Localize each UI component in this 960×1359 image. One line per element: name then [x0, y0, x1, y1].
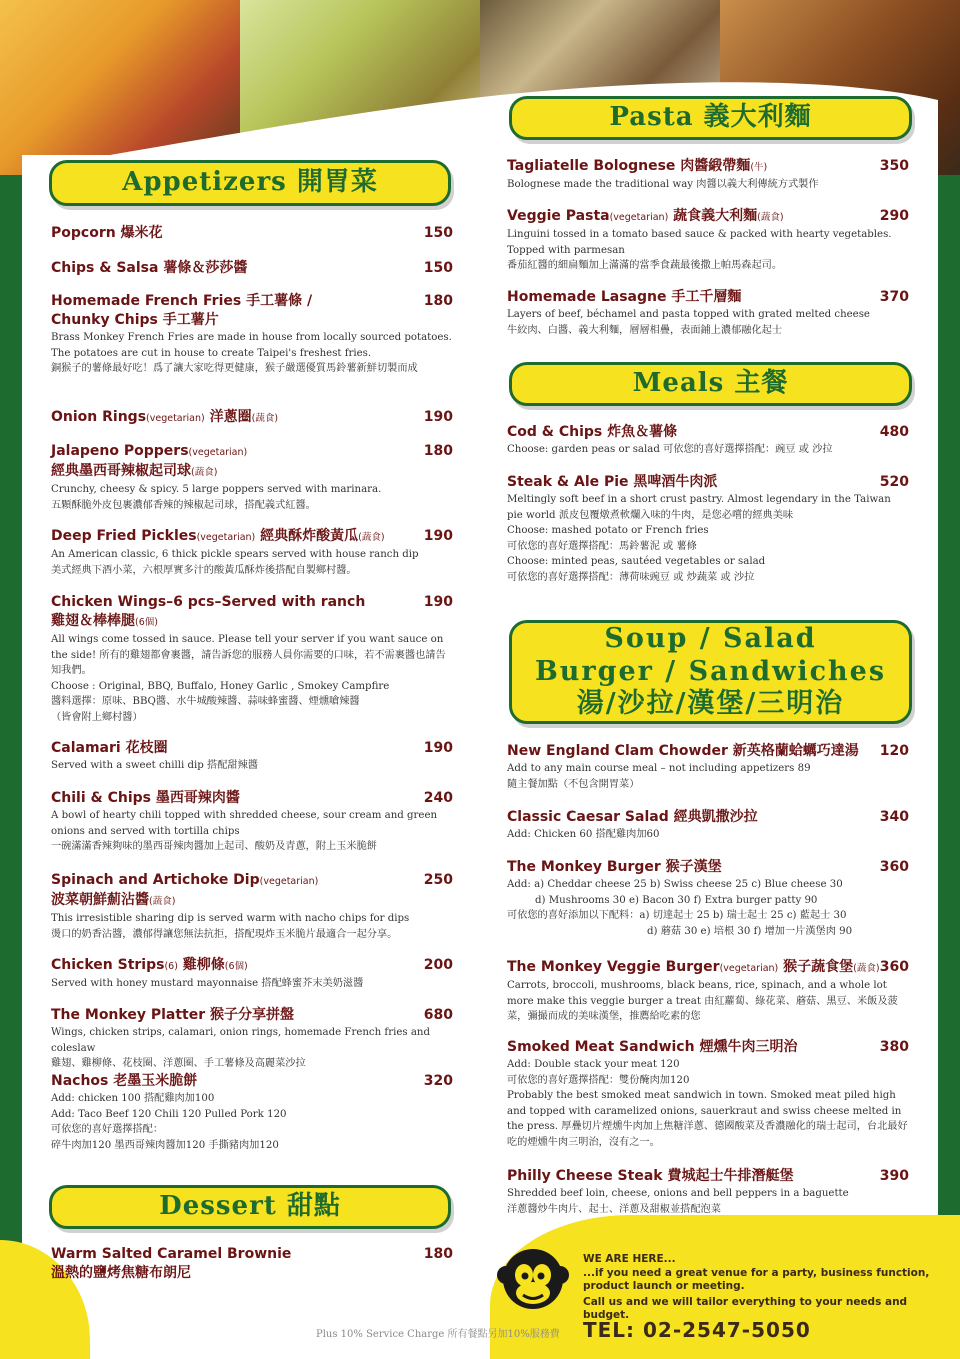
item-description-zh: 牛絞肉、白醬、義大利麵，層層相疊，表面鋪上濃郁融化起士 — [507, 324, 783, 336]
menu-item-popcorn — [51, 224, 453, 243]
item-price: 680 — [423, 1007, 453, 1023]
item-price: 240 — [423, 790, 453, 806]
item-name: Philly Cheese Steak 費城起士牛排潛艇堡 — [507, 1168, 794, 1184]
item-name: Chicken Wings–6 pcs–Served with ranch — [51, 594, 366, 610]
item-price: 390 — [879, 1168, 909, 1184]
item-price: 190 — [423, 740, 453, 756]
item-name: The Monkey Veggie Burger — [507, 959, 720, 975]
appetizers-title: Appetizers 開胃菜 — [122, 167, 378, 198]
item-description-4: d) 蘑菇 30 e) 培根 30 f) 增加一片漢堡肉 90 — [647, 925, 853, 937]
item-name: Jalapeno Poppers — [51, 443, 189, 459]
vegetarian-tag-zh: (蔬食) — [191, 467, 218, 478]
item-price: 250 — [423, 872, 453, 888]
vegetarian-tag: (vegetarian) — [609, 212, 669, 223]
menu-item-calamari — [51, 739, 453, 774]
item-name: Homemade French Fries 手工薯條 / — [51, 293, 313, 309]
item-price: 190 — [423, 409, 453, 425]
menu-item-clam-chowder — [507, 742, 909, 792]
item-description: Add: Chicken 60 搭配雞肉加60 — [507, 829, 660, 840]
item-name: Veggie Pasta — [507, 208, 610, 224]
item-description: Brass Monkey French Fries are made in house from locally sourced potatoes. The potatoes are cut in house to create Taipei's freshest fries. — [51, 332, 452, 359]
menu-item-french-fries — [51, 292, 453, 377]
menu-item-chili-chips — [51, 789, 453, 855]
item-price: 360 — [879, 959, 909, 975]
item-price: 150 — [423, 225, 453, 241]
item-description-zh: 一碗滿滿香辣夠味的墨西哥辣肉醬加上起司、酸奶及青蔥，附上玉米脆餅 — [51, 841, 377, 852]
item-description-5: 可依您的喜好選擇搭配：薄荷味豌豆 或 炒蔬菜 或 沙拉 — [507, 571, 755, 583]
menu-item-chicken-wings — [51, 593, 453, 725]
item-price: 190 — [423, 594, 453, 610]
menu-item-onion-rings — [51, 408, 453, 428]
meals-banner — [509, 362, 912, 406]
item-name: Chips & Salsa 薯條＆莎莎醬 — [51, 260, 248, 276]
item-name: Calamari 花枝圈 — [51, 740, 168, 756]
item-description-3: 醬料選擇：原味、BBQ醬、水牛城酸辣醬、蒜味蜂蜜醬、煙燻嗆辣醬 — [51, 696, 360, 707]
item-name: Warm Salted Caramel Brownie — [51, 1246, 292, 1262]
dessert-title: Dessert 甜點 — [159, 1191, 341, 1222]
item-description: A bowl of hearty chili topped with shredded cheese, sour cream and green onions and served with tortilla chips — [51, 810, 438, 837]
footer-line-2: ...if you need a great venue for a party, business function, product launch or meeting. — [583, 1266, 930, 1292]
item-description-zh: 美式經典下酒小菜，六根厚實多汁的酸黃瓜酥炸後搭配自製鄉村醬。 — [51, 564, 357, 576]
item-price: 340 — [879, 809, 909, 825]
item-price: 480 — [879, 424, 909, 440]
item-price: 120 — [879, 743, 909, 759]
item-name: Cod & Chips 炸魚＆薯條 — [507, 424, 678, 440]
item-description-4: 碎牛肉加120 墨西哥辣肉醬加120 手撕豬肉加120 — [51, 1139, 279, 1151]
item-description: Shredded beef loin, cheese, onions and bell peppers in a baguette — [507, 1188, 849, 1199]
item-name: The Monkey Burger 猴子漢堡 — [507, 859, 722, 875]
menu-item-jalapeno-poppers — [51, 442, 453, 513]
item-description-3: Probably the best smoked meat sandwich in town. Smoked meat piled high and topped with caramelized onions, sauerkraut and swiss cheese melted in the press. 厚疊切片煙燻牛肉加上焦糖洋蔥、德國酸菜及香濃融化的瑞士起司，台北最好吃的煙燻牛肉三明治，沒有之一。 — [507, 1090, 908, 1148]
item-name-zh: 雞柳條 — [182, 957, 225, 973]
item-price: 290 — [879, 208, 909, 224]
monkey-logo-icon — [497, 1245, 569, 1317]
menu-item-veggie-pasta — [507, 207, 909, 274]
item-description: Served with a sweet chilli dip 搭配甜辣醬 — [51, 760, 258, 771]
item-description: Add: chicken 100 搭配雞肉加100 — [51, 1093, 215, 1104]
item-name: Steak & Ale Pie 黑啤酒牛肉派 — [507, 474, 718, 490]
item-price: 380 — [879, 1039, 909, 1055]
item-name-2: 經典墨西哥辣椒起司球 — [51, 463, 191, 479]
pasta-title: Pasta 義大利麵 — [609, 102, 812, 133]
item-name-2: 溫熱的鹽烤焦糖布朗尼 — [51, 1265, 191, 1281]
menu-item-philly-cheese-steak — [507, 1167, 909, 1217]
item-name-zh: 蔬食義大利麵 — [673, 208, 758, 224]
item-description: Bolognese made the traditional way 肉醬以義大利傳統方式製作 — [507, 179, 819, 190]
footer-line-3: Call us and we will tailor everything to your needs and budget. — [583, 1295, 908, 1321]
soup-title-line1: Soup / Salad — [604, 623, 817, 655]
item-name: The Monkey Platter 猴子分享拼盤 — [51, 1007, 294, 1023]
item-price: 370 — [879, 289, 909, 305]
vegetarian-tag: (vegetarian) — [146, 413, 205, 424]
menu-item-caesar-salad — [507, 808, 909, 843]
item-description-zh: 洋蔥醬炒牛肉片、起士、洋蔥及甜椒並搭配泡菜 — [507, 1203, 721, 1215]
item-description: Crunchy, cheesy & spicy. 5 large poppers served with marinara. — [51, 484, 382, 495]
menu-item-chips-salsa — [51, 259, 453, 278]
item-description: Add to any main course meal – not including appetizers 89 — [507, 763, 811, 774]
item-description-3: 可依您的喜好選擇搭配：馬鈴薯泥 或 薯條 — [507, 540, 697, 552]
menu-item-chicken-strips — [51, 956, 453, 992]
menu-item-monkey-burger — [507, 858, 909, 939]
item-description: Wings, chicken strips, calamari, onion rings, homemade French fries and coleslaw — [51, 1027, 430, 1054]
vegetarian-tag-zh: (蔬食) — [853, 963, 880, 974]
quantity-tag-zh: (6個) — [224, 961, 248, 972]
menu-item-nachos — [51, 1072, 453, 1153]
item-name-2: 雞翅＆棒棒腿 — [51, 613, 135, 629]
item-description-2: Choose : Original, BBQ, Buffalo, Honey Garlic , Smokey Campfire — [51, 680, 390, 692]
item-price: 360 — [879, 859, 909, 875]
vegetarian-tag: (vegetarian) — [188, 447, 248, 458]
footer-line-1: WE ARE HERE... — [583, 1253, 676, 1265]
item-description-2: Add: Taco Beef 120 Chili 120 Pulled Pork 120 — [51, 1108, 287, 1120]
item-price: 180 — [423, 443, 453, 459]
menu-item-bolognese — [507, 157, 909, 193]
menu-item-veggie-burger — [507, 958, 909, 1025]
menu-item-spinach-dip — [51, 871, 453, 942]
vegetarian-tag-zh: (蔬食) — [358, 532, 385, 543]
vegetarian-tag: (vegetarian) — [196, 532, 256, 543]
item-price: 150 — [423, 260, 453, 276]
item-description-zh: 隨主餐加點（不包含開胃菜） — [507, 778, 640, 790]
item-name-zh: 猴子蔬食堡 — [783, 959, 854, 975]
item-price: 180 — [423, 1246, 453, 1262]
item-description: Add: Double stack your meat 120 — [507, 1059, 680, 1070]
item-name-zh: 經典酥炸酸黃瓜 — [260, 528, 359, 544]
menu-item-steak-ale-pie — [507, 473, 909, 585]
vegetarian-tag-zh: (蔬食) — [251, 413, 279, 424]
menu-item-smoked-meat — [507, 1038, 909, 1150]
item-name: Nachos 老墨玉米脆餅 — [51, 1073, 198, 1089]
item-price: 520 — [879, 474, 909, 490]
service-charge-note: Plus 10% Service Charge 所有餐點另加10%服務費 — [316, 1329, 560, 1340]
meals-title: Meals 主餐 — [632, 368, 789, 399]
item-name: Chicken Strips — [51, 957, 165, 973]
item-price: 350 — [879, 158, 909, 174]
soup-title-line3: 湯/沙拉/漢堡/三明治 — [576, 688, 845, 720]
item-description: Linguini tossed in a tomato based sauce & packed with hearty vegetables. Topped with parmesan — [507, 229, 892, 256]
menu-item-cod-chips — [507, 423, 909, 458]
item-description-zh: 番茄紅醬的細扁麵加上滿滿的當季食蔬最後撒上帕馬森起司。 — [507, 260, 783, 271]
item-description: Choose: garden peas or salad 可依您的喜好選擇搭配：豌豆 或 沙拉 — [507, 444, 833, 455]
item-description: Served with honey mustard mayonnaise 搭配蜂蜜芥末美奶滋醬 — [51, 978, 364, 989]
item-name: Homemade Lasagne 手工千層麵 — [507, 289, 742, 305]
item-name-2: 波菜朝鮮薊沾醬 — [51, 892, 149, 908]
item-description: Add: a) Cheddar cheese 25 b) Swiss cheese 25 c) Blue cheese 30 — [507, 879, 843, 890]
appetizers-banner — [49, 160, 451, 206]
menu-item-brownie — [51, 1245, 453, 1283]
item-description-zh: 銅猴子的薯條最好吃！爲了讓大家吃得更健康，猴子嚴選優質馬鈴薯新鮮切製而成 — [51, 363, 418, 374]
item-name-zh: 洋蔥圈 — [209, 409, 252, 425]
pasta-banner — [509, 96, 912, 140]
item-description-zh: 雞翅、雞柳條、花枝圈、洋蔥圈、手工薯條及高麗菜沙拉 — [51, 1058, 306, 1069]
phone-number[interactable]: TEL: 02-2547-5050 — [583, 1318, 811, 1342]
soup-title-line2: Burger / Sandwiches — [534, 655, 887, 687]
item-price: 180 — [423, 293, 453, 309]
menu-item-lasagne — [507, 288, 909, 338]
vegetarian-tag: (vegetarian) — [259, 876, 319, 887]
item-description-zh: 燙口的奶香沾醬，濃郁得讓您無法抗拒，搭配現炸玉米脆片最適合一起分享。 — [51, 928, 398, 940]
menu-item-fried-pickles — [51, 527, 453, 578]
vegetarian-tag: (vegetarian) — [719, 963, 779, 974]
item-price: 200 — [423, 957, 453, 973]
footer-info — [583, 1253, 943, 1323]
item-description-zh: 可依您的喜好選擇搭配：雙份醃肉加120 — [507, 1074, 690, 1086]
item-name: Popcorn 爆米花 — [51, 225, 163, 241]
item-name: Deep Fried Pickles — [51, 528, 197, 544]
item-price: 320 — [423, 1073, 453, 1089]
item-name: Classic Caesar Salad 經典凱撒沙拉 — [507, 809, 758, 825]
item-name: Spinach and Artichoke Dip — [51, 872, 260, 888]
item-description-3: 可依您的喜好添加以下配料：a) 切達起士 25 b) 瑞士起士 25 c) 藍起士 30 — [507, 910, 847, 921]
item-description: Meltingly soft beef in a short crust pastry. Almost legendary in the Taiwan pie world 派皮包覆燉煮軟爛入味的牛肉，是您必嚐的經典美味 — [507, 494, 891, 521]
quantity-tag-zh: (6個) — [135, 617, 158, 628]
item-description-4: （皆會附上鄉村醬） — [51, 711, 143, 723]
item-name: Smoked Meat Sandwich 煙燻牛肉三明治 — [507, 1039, 798, 1055]
item-description: An American classic, 6 thick pickle spears served with house ranch dip — [51, 549, 419, 560]
menu-item-monkey-platter — [51, 1006, 453, 1072]
item-description-zh: 五顆酥脆外皮包裹濃郁香辣的辣椒起司球，搭配義式紅醬。 — [51, 499, 316, 511]
beef-tag: (牛) — [750, 162, 768, 173]
vegetarian-tag-zh: (蔬食) — [149, 896, 176, 907]
soup-salad-banner — [509, 620, 912, 724]
item-name: New England Clam Chowder 新英格蘭蛤蠣巧達湯 — [507, 743, 859, 759]
item-description-3: 可依您的喜好選擇搭配： — [51, 1124, 164, 1135]
item-description: This irresistible sharing dip is served warm with nacho chips for dips — [51, 913, 410, 924]
item-name: Chili & Chips 墨西哥辣肉醬 — [51, 790, 240, 806]
item-description-4: Choose: minted peas, sautéed vegetables or salad — [507, 556, 766, 567]
vegetarian-tag-zh: (蔬食) — [757, 212, 784, 223]
item-description: All wings come tossed in sauce. Please tell your server if you want sauce on the side! 所有的雞翅都會裹醬，請告訴您的服務人員你需要的口味，若不需裹醬也請告知我們。 — [51, 634, 446, 676]
item-description-2: d) Mushrooms 30 e) Bacon 30 f) Extra burger patty 90 — [535, 894, 818, 906]
item-description-2: Choose: mashed potato or French fries — [507, 525, 709, 536]
item-name-2: Chunky Chips 手工薯片 — [51, 312, 219, 328]
item-name: Tagliatelle Bolognese 肉醬緞帶麵 — [507, 158, 751, 174]
quantity-tag: (6) — [164, 961, 178, 972]
item-description: Carrots, broccoli, mushrooms, black beans, rice, spinach, and a whole lot more make this veggie burger a treat 由紅蘿蔔、綠花菜、蘑菇、黑豆、米飯及菠菜，彌撮而成的美味漢堡，推薦給吃素的您 — [507, 980, 898, 1022]
item-description: Layers of beef, béchamel and pasta topped with grated melted cheese — [507, 309, 870, 320]
item-price: 190 — [423, 528, 453, 544]
item-name: Onion Rings — [51, 409, 147, 425]
dessert-banner — [49, 1185, 451, 1229]
